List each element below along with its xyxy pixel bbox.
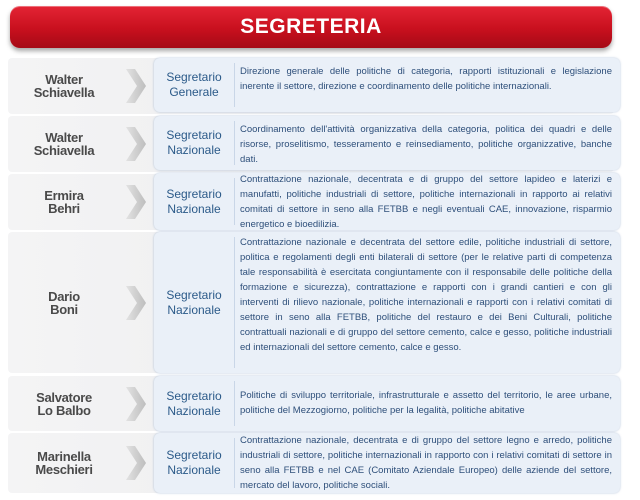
role-card bbox=[154, 58, 620, 112]
role-title: Segretario Nazionale bbox=[166, 448, 222, 477]
role-title: Segretario Nazionale bbox=[166, 287, 222, 317]
card-divider bbox=[234, 381, 235, 426]
card-divider bbox=[234, 438, 235, 488]
role-title: Segretario Nazionale bbox=[166, 128, 222, 157]
role-card bbox=[154, 433, 620, 493]
member-name: Salvatore Lo Balbo bbox=[36, 389, 92, 418]
chevron-right-icon bbox=[126, 185, 146, 219]
role-title: Segretario Nazionale bbox=[166, 388, 222, 418]
role-description: Contrattazione nazionale, decentrata e di gruppo del settore lapideo e laterizi e manufatti, politiche industriali di settore, politiche internazionali in rapporto ai relativi comitati di settore in seno alla FETBB e negli eventuali CAE, innovazione, risparmio energetico e bioedilizia. bbox=[240, 174, 612, 230]
role-card bbox=[154, 232, 620, 373]
member-name: Ermira Behri bbox=[44, 188, 84, 216]
member-row bbox=[8, 58, 614, 114]
chevron-right-icon bbox=[126, 127, 146, 161]
role-description: Contrattazione nazionale e decentrata del settore edile, politiche industriali di settore, politica e regolamenti degli enti bilaterali di settore (per le relative parti di competenza tale responsabilità è esercitata congiuntamente con il responsabile delle politiche della formazione e sicurezza), contrattazione e rapporti con i grandi cantieri e con gli interventi di rilievo nazionale, politiche internazionali e rapporti con i relativi comitati di settore in seno alla FETBB, politiche del restauro e dei Beni Culturali, politiche contrattuali nazionali e di gruppo del settore cemento, calce e gesso, politiche industriali ed internazionali del settore cemento, calce e gesso. bbox=[240, 237, 612, 353]
member-name: Dario Boni bbox=[48, 288, 80, 317]
role-card bbox=[154, 376, 620, 431]
role-card bbox=[154, 173, 620, 230]
page-title: SEGRETERIA bbox=[240, 15, 382, 38]
chevron-right-icon bbox=[126, 286, 146, 320]
member-row bbox=[8, 174, 614, 230]
role-card bbox=[154, 116, 620, 170]
card-divider bbox=[234, 237, 235, 368]
chevron-right-icon bbox=[126, 387, 146, 421]
card-divider bbox=[234, 178, 235, 225]
role-description: Politiche di sviluppo territoriale, infrastrutturale e assetto del territorio, le aree urbane, politiche del Mezzogiorno, politiche per la legalità, politiche abitative bbox=[240, 390, 612, 416]
role-title: Segretario Generale bbox=[166, 70, 222, 99]
member-row bbox=[8, 433, 614, 493]
chevron-right-icon bbox=[126, 446, 146, 480]
member-row bbox=[8, 116, 614, 172]
member-name: Walter Schiavella bbox=[33, 72, 95, 100]
chevron-right-icon bbox=[126, 69, 146, 103]
member-name: Walter Schiavella bbox=[33, 130, 95, 158]
member-name: Marinella Meschieri bbox=[35, 449, 93, 477]
role-description: Direzione generale delle politiche di categoria, rapporti istituzionali e legislazione inerente il settore, direzione e coordinamento delle politiche internazionali. bbox=[240, 66, 612, 92]
role-description: Contrattazione nazionale, decentrata e di gruppo del settore legno e arredo, politiche industriali di settore, politiche internazionali in rapporto con i relativi comitati di settore in seno alla FETBB e nel CAE (Comitato Aziendale Europeo) delle aziende del settore, mercato del lavoro, politiche sociali. bbox=[240, 435, 612, 491]
role-description: Coordinamento dell'attività organizzativa della categoria, politica dei quadri e delle risorse, proselitismo, tesseramento e reinsediamento, politiche organizzative, banche dati. bbox=[240, 124, 612, 165]
title-banner bbox=[10, 6, 612, 48]
role-title: Segretario Nazionale bbox=[166, 186, 222, 216]
card-divider bbox=[234, 63, 235, 107]
member-row bbox=[8, 232, 614, 373]
member-row bbox=[8, 376, 614, 431]
card-divider bbox=[234, 121, 235, 165]
